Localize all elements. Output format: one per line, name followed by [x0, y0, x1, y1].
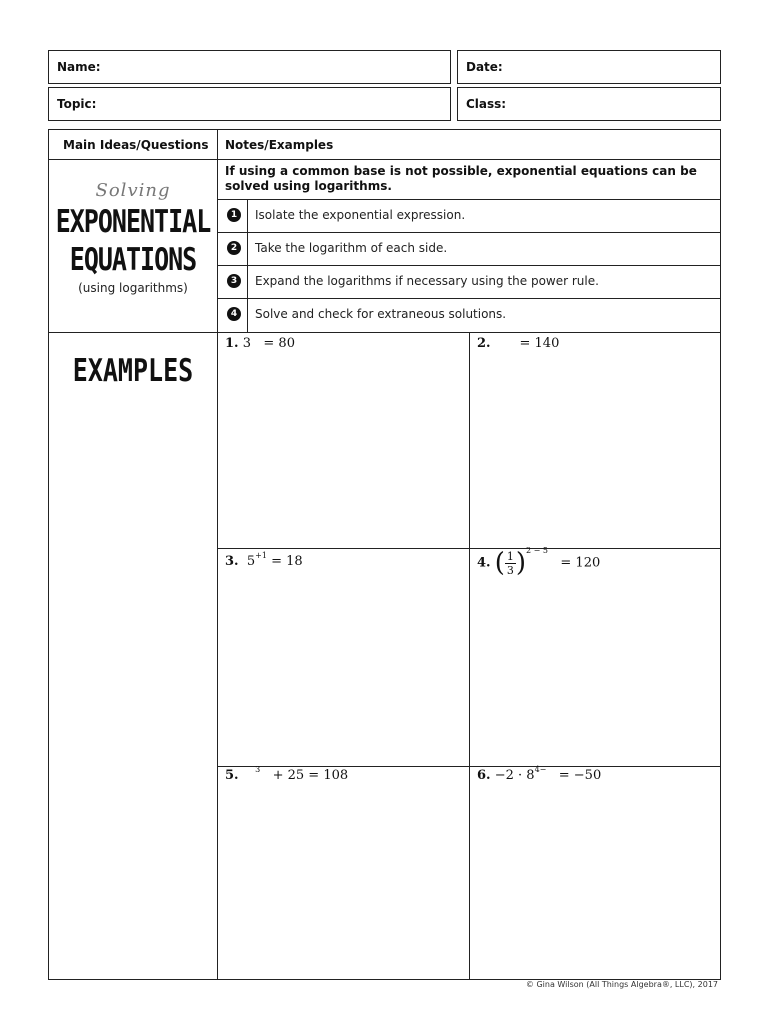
examples-heading: EXAMPLES — [72, 352, 194, 389]
example-4-fraction — [505, 550, 516, 577]
step-3-number: 3 — [227, 274, 241, 288]
example-6-exponent: 4− — [534, 765, 547, 774]
step-2-text: Take the logarithm of each side. — [255, 241, 448, 255]
example-6-rhs: = −50 — [558, 768, 602, 783]
title-line-1: EXPONENTIAL — [55, 203, 211, 240]
section-divider — [49, 332, 721, 333]
title-line-2: EQUATIONS — [69, 241, 197, 278]
example-4-exponent: 2 − 5 — [526, 545, 548, 555]
example-2-number: 2. — [477, 336, 491, 351]
example-5-rhs: + 25 = 108 — [272, 768, 349, 783]
step-4-text: Solve and check for extraneous solutions. — [255, 307, 507, 321]
notes-examples-header: Notes/Examples — [225, 138, 334, 152]
example-3-rhs: = 18 — [271, 554, 303, 569]
class-field[interactable] — [457, 87, 721, 121]
step-4-number: 4 — [227, 307, 241, 321]
example-3-base: 5 — [246, 554, 256, 569]
right-paren-icon: ) — [515, 548, 527, 578]
date-label: Date: — [466, 60, 503, 74]
example-2-rhs: = 140 — [519, 336, 560, 351]
topic-field[interactable] — [48, 87, 451, 121]
step-1-number: 1 — [227, 208, 241, 222]
example-4-number: 4. — [477, 555, 491, 571]
step-divider-1 — [217, 232, 721, 233]
title-subtitle: (using logarithms) — [78, 281, 188, 295]
example-3-exponent: +1 — [255, 551, 267, 560]
date-field[interactable] — [457, 50, 721, 84]
example-1 — [225, 336, 295, 351]
topic-title — [49, 180, 217, 295]
example-5 — [225, 765, 349, 783]
name-field[interactable] — [48, 50, 451, 84]
example-1-rhs: = 80 — [263, 336, 295, 351]
step-2-number: 2 — [227, 241, 241, 255]
name-label: Name: — [57, 60, 101, 74]
header-row-divider — [49, 159, 721, 160]
example-6-number: 6. — [477, 768, 491, 783]
example-3 — [225, 551, 303, 569]
example-4-denominator: 3 — [506, 563, 514, 577]
step-1-text: Isolate the exponential expression. — [255, 208, 466, 222]
example-3-number: 3. — [225, 554, 239, 569]
example-2 — [477, 336, 559, 351]
intro-row-divider — [217, 199, 721, 200]
examples-row-divider-2 — [217, 766, 721, 767]
example-4-rhs: = 120 — [560, 555, 601, 571]
class-label: Class: — [466, 97, 507, 111]
step-divider-2 — [217, 265, 721, 266]
step-3-text: Expand the logarithms if necessary using the power rule. — [255, 274, 599, 288]
copyright-footer: © Gina Wilson (All Things Algebra®, LLC), 2017 — [525, 980, 718, 989]
example-1-number: 1. — [225, 336, 239, 351]
step-divider-3 — [217, 298, 721, 299]
examples-column-divider — [469, 332, 470, 980]
example-6 — [477, 765, 602, 783]
column-divider — [217, 130, 218, 980]
left-paren-icon: ( — [494, 548, 505, 578]
example-1-base: 3 — [242, 336, 251, 351]
example-6-base: −2 · 8 — [494, 768, 535, 783]
notes-table — [48, 129, 721, 980]
intro-text: If using a common base is not possible, exponential equations can be solved using logarithms. — [225, 164, 697, 193]
example-5-exponent: 3 — [255, 765, 261, 774]
topic-label: Topic: — [57, 97, 97, 111]
main-ideas-header: Main Ideas/Questions — [63, 138, 209, 152]
title-script-word: Solving — [95, 180, 171, 201]
examples-row-divider-1 — [217, 548, 721, 549]
example-4-numerator: 1 — [506, 549, 514, 563]
example-5-number: 5. — [225, 768, 239, 783]
example-4 — [477, 545, 601, 578]
